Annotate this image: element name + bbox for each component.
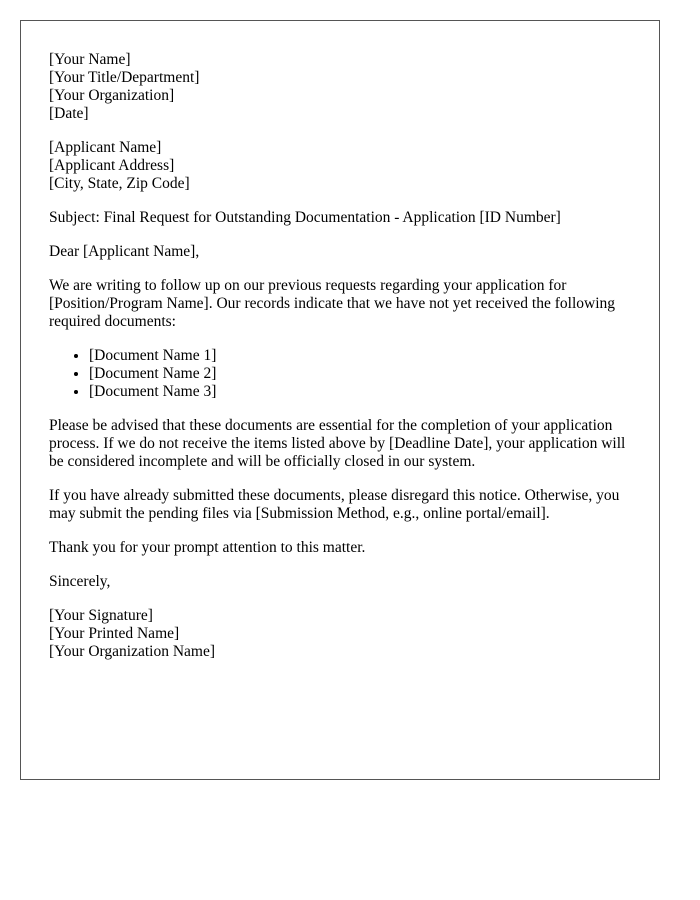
letter-page [20,20,660,780]
submission-paragraph: If you have already submitted these documents, please disregard this notice. Otherwise, you may submit the pending files via [Submission Method, e.g., online portal/email]. [49,487,620,522]
list-item: • [Document Name 2] [89,365,631,383]
signature: [Your Signature] [49,607,153,624]
recipient-block [49,139,631,193]
recipient-city: [City, State, Zip Code] [49,175,190,192]
signature-block [49,607,631,661]
signature-organization: [Your Organization Name] [49,643,216,660]
salutation: Dear [Applicant Name], [49,243,200,260]
deadline-paragraph: Please be advised that these documents are essential for the completion of your application process. If we do not receive the items listed above by [Deadline Date], your application will be considered incomplete and will be officially closed in our system. [49,417,626,470]
recipient-name: [Applicant Name] [49,139,162,156]
recipient-address: [Applicant Address] [49,157,175,174]
list-item: • [Document Name 3] [89,383,631,401]
list-item: • [Document Name 1] [89,347,631,365]
letter-date: [Date] [49,105,89,122]
sender-title: [Your Title/Department] [49,69,200,86]
intro-paragraph: We are writing to follow up on our previous requests regarding your application for [Position/Program Name]. Our records indicate that we have not yet received the following required documents: [49,277,616,330]
thanks-paragraph: Thank you for your prompt attention to this matter. [49,539,366,556]
sender-organization: [Your Organization] [49,87,175,104]
sender-block [49,51,631,123]
closing: Sincerely, [49,573,111,590]
printed-name: [Your Printed Name] [49,625,180,642]
document-list [49,347,631,401]
sender-name: [Your Name] [49,51,131,68]
subject-line: Subject: Final Request for Outstanding Documentation - Application [ID Number] [49,209,561,226]
